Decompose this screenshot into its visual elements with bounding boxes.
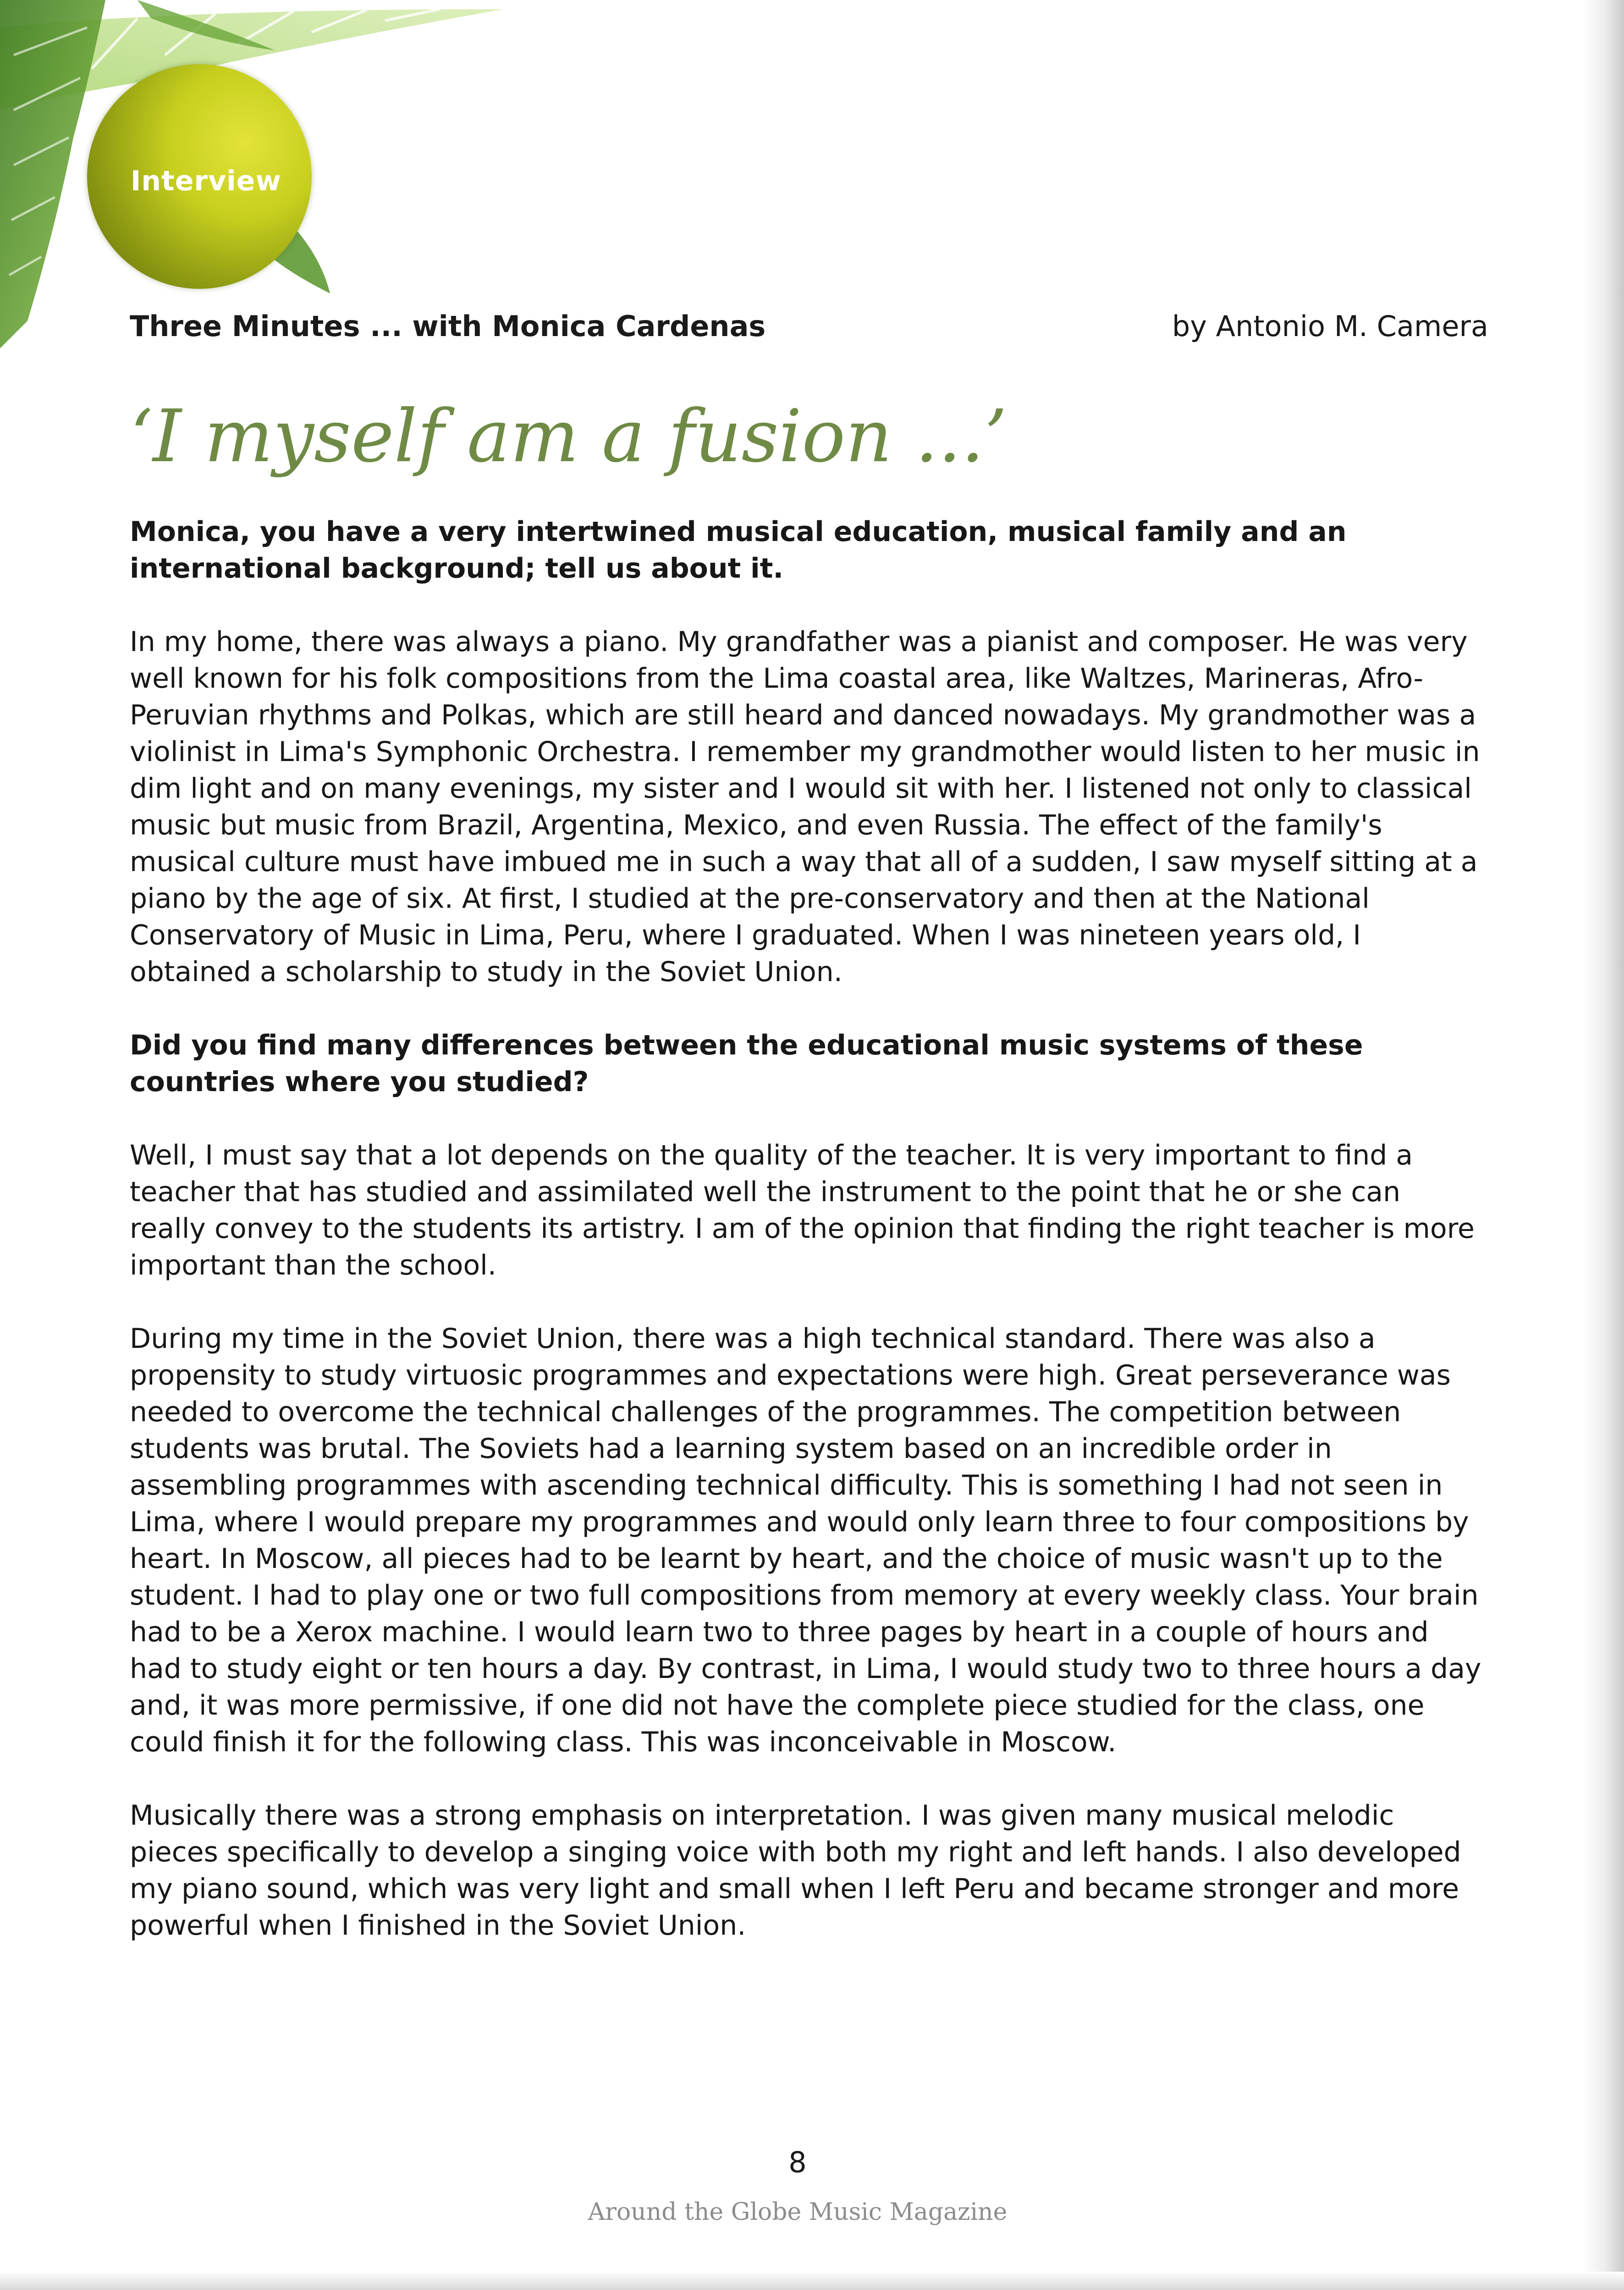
section-label: Interview	[131, 165, 281, 197]
interview-answer: Well, I must say that a lot depends on the quality of the teacher. It is very important to find a teacher that has studied and assimilated well the instrument to the point that he or she can really convey to the students its artistry. I am of the opinion that finding the right teacher is more important than the school.	[130, 1139, 1475, 1281]
interview-question: Did you find many differences between the educational music systems of these countries where you studied?	[130, 1029, 1363, 1098]
article-body	[130, 513, 1482, 1981]
headline: ‘I myself am a fusion ...’	[130, 394, 1007, 479]
magazine-footer: Around the Globe Music Magazine	[588, 2198, 1007, 2226]
page-bottom-shadow	[0, 2272, 1624, 2290]
interview-question: Monica, you have a very intertwined musical education, musical family and an international background; tell us about it.	[130, 516, 1347, 585]
page-number: 8	[788, 2146, 807, 2179]
author-byline: by Antonio M. Camera	[1172, 309, 1488, 343]
interview-answer: During my time in the Soviet Union, there was a high technical standard. There was also a propensity to study virtuosic programmes and expectations were high. Great perseverance was needed to overcome the technical challenges of the programmes. The competition between students was brutal. The Soviets had a learning system based on an incredible order in assembling programmes with ascending technical difficulty. This is something I had not seen in Lima, where I would prepare my programmes and would only learn three to four compositions by heart. In Moscow, all pieces had to be learnt by heart, and the choice of music wasn't up to the student. I had to play one or two full compositions from memory at every weekly class. Your brain had to be a Xerox machine. I would learn two to three pages by heart in a couple of hours and had to study eight or ten hours a day. By contrast, in Lima, I would study two to three hours a day and, it was more permissive, if one did not have the complete piece studied for the class, one could finish it for the following class. This was inconceivable in Moscow.	[130, 1323, 1481, 1758]
interview-subhead: Three Minutes ... with Monica Cardenas	[130, 309, 766, 343]
interview-answer: In my home, there was always a piano. My grandfather was a pianist and composer. He was very well known for his folk compositions from the Lima coastal area, like Waltzes, Marineras, Afro-Peruvian rhythms and Polkas, which are still heard and danced nowadays. My grandmother was a violinist in Lima's Symphonic Orchestra. I remember my grandmother would listen to her music in dim light and on many evenings, my sister and I would sit with her. I listened not only to classical music but music from Brazil, Argentina, Mexico, and even Russia. The effect of the family's musical culture must have imbued me in such a way that all of a sudden, I saw myself sitting at a piano by the age of six. At first, I studied at the pre-conservatory and then at the National Conservatory of Music in Lima, Peru, where I graduated. When I was nineteen years old, I obtained a scholarship to study in the Soviet Union.	[130, 626, 1480, 988]
interview-answer: Musically there was a strong emphasis on interpretation. I was given many musical melodic pieces specifically to develop a singing voice with both my right and left hands. I also developed my piano sound, which was very light and small when I left Peru and became stronger and more powerful when I finished in the Soviet Union.	[130, 1799, 1461, 1942]
page-edge-shadow	[1583, 0, 1624, 2290]
